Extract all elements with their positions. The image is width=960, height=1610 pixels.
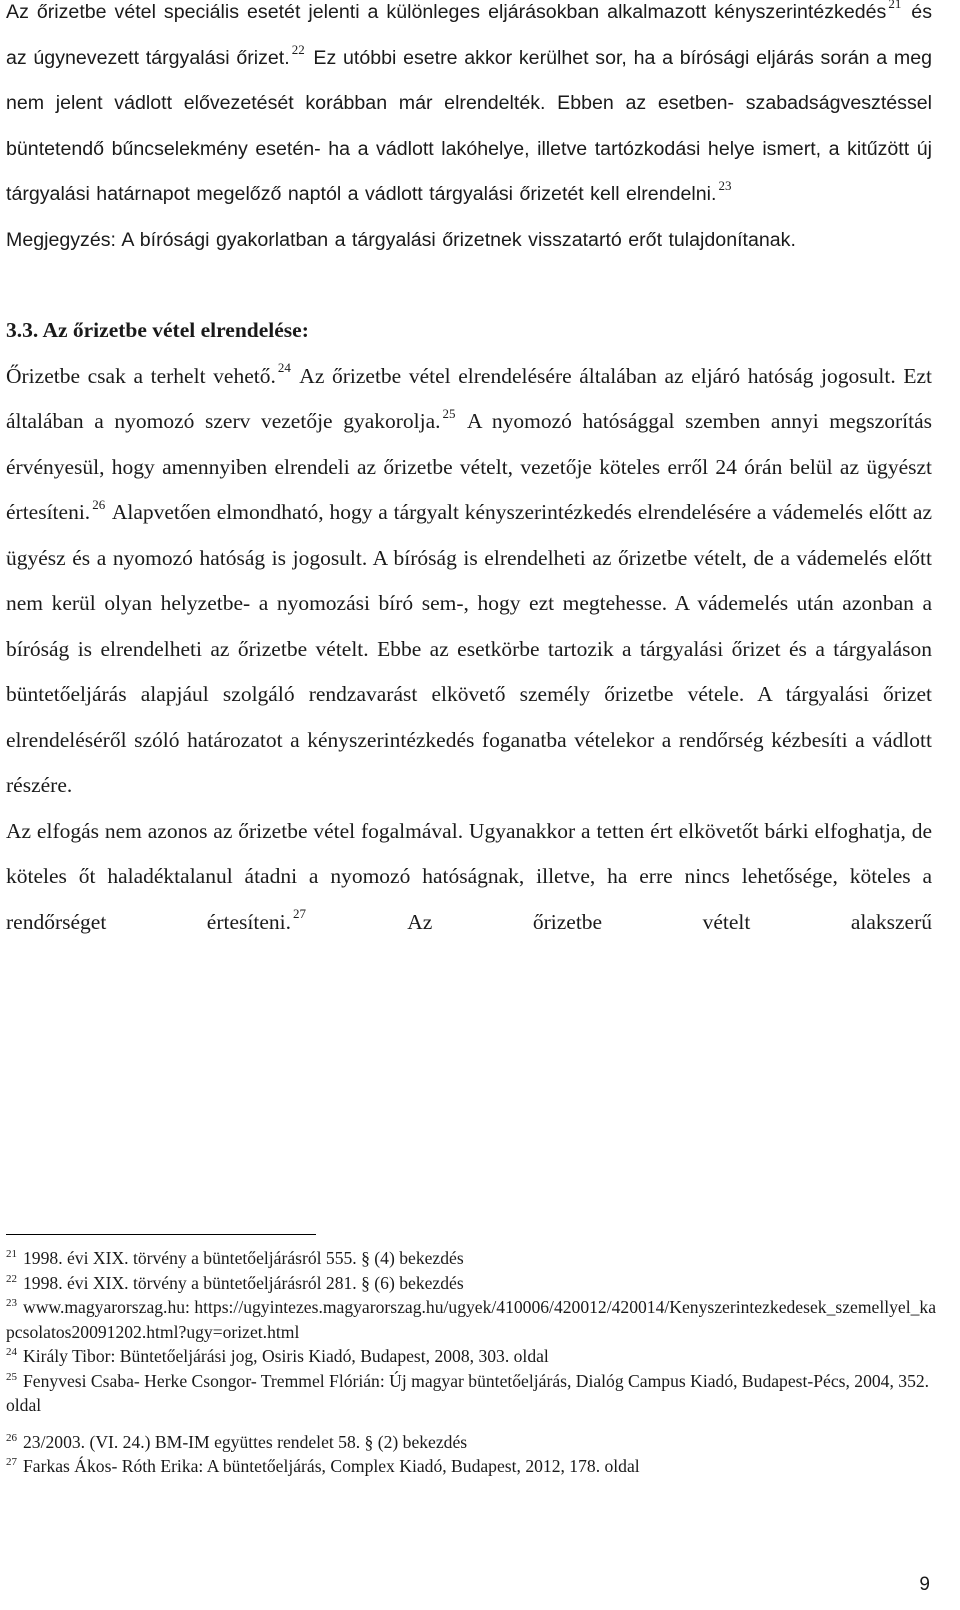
spacer bbox=[6, 263, 932, 308]
section-heading: 3.3. Az őrizetbe vétel elrendelése: bbox=[6, 318, 309, 342]
footnote-text: 1998. évi XIX. törvény a büntetőeljárásról 281. § (6) bekezdés bbox=[23, 1272, 464, 1293]
footnote-separator bbox=[6, 1234, 316, 1235]
text-run: Az őrizetbe vétel elrendelésére általában az eljáró hatóság jogosult. Ezt általában a nyomozó szerv vezetője gyakorolja. bbox=[6, 363, 932, 433]
paragraph-note: Megjegyzés: A bírósági gyakorlatban a tárgyalási őrizetnek visszatartó erőt tulajdonítanak. bbox=[6, 228, 796, 251]
footnote-number: 22 bbox=[6, 1272, 17, 1285]
text-run: Az őrizetbe vételt alakszerű bbox=[307, 909, 933, 934]
footnote-26 bbox=[6, 1430, 936, 1455]
footnote-ref-23[interactable]: 23 bbox=[718, 178, 732, 194]
text-run: Az őrizetbe vétel speciális esetét jelenti a különleges eljárásokban alkalmazott kényszerintézkedés bbox=[6, 1, 887, 23]
footnotes bbox=[6, 1246, 936, 1479]
footnote-number: 24 bbox=[6, 1346, 17, 1359]
text-run: Őrizetbe csak a terhelt vehető. bbox=[6, 363, 276, 388]
footnote-number: 25 bbox=[6, 1370, 17, 1383]
paragraph-arrest bbox=[6, 809, 932, 946]
footnote-text: Király Tibor: Büntetőeljárási jog, Osiris Kiadó, Budapest, 2008, 303. oldal bbox=[23, 1346, 549, 1366]
footnote-text: Farkas Ákos- Róth Erika: A büntetőeljárás, Complex Kiadó, Budapest, 2012, 178. oldal bbox=[23, 1456, 640, 1476]
text-run: Alapvetően elmondható, hogy a tárgyalt kényszerintézkedés elrendelésére a vádemelés előtt az ügyész és a nyomozó hatóság is jogosult. A bíróság is elrendelheti az őrizetbe vételt, de a vádemelés előtt nem kerül olyan helyzetbe- a nyomozási bíró sem-, hogy ezt megtehesse. A vádemelés után azonban a bíróság is elrendelheti az őrizetbe vételt. Ebbe az esetkörbe tartozik a tárgyalási őrizet és a tárgyaláson büntetőeljárás alapjául szolgáló rendzavarást elkövető személy őrizetbe vétele. A tárgyalási őrizet elrendeléséről szóló határozatot a kényszerintézkedés foganatba vételekor a rendőrség kézbesíti a vádlott részére. bbox=[6, 500, 932, 797]
paragraph-special-detention bbox=[6, 0, 932, 218]
footnote-22 bbox=[6, 1271, 936, 1296]
text-run: Ez utóbbi esetre akkor kerülhet sor, ha a bírósági eljárás során a meg nem jelent vádlott elővezetését korábban már elrendelték. Ebben az esetben- szabadságvesztéssel büntetendő bűncselekmény esetén- ha a vádlott lakóhelye, illetve tartózkodási helye ismert, a kitűzött új tárgyalási határnapot megelőző naptól a vádlott tárgyalási őrizetét kell elrendelni. bbox=[6, 46, 932, 205]
body-text bbox=[6, 0, 932, 945]
footnote-ref-27[interactable]: 27 bbox=[292, 906, 306, 922]
text-run: A nyomozó hatósággal szemben annyi megszorítás érvényesül, hogy amennyiben elrendeli az őrizetbe vételt, vezetője köteles erről 24 órán belül az ügyészt értesíteni. bbox=[6, 409, 932, 524]
footnote-text: 23/2003. (VI. 24.) BM-IM együttes rendelet 58. § (2) bekezdés bbox=[23, 1431, 468, 1452]
footnote-24 bbox=[6, 1344, 936, 1369]
footnote-27 bbox=[6, 1454, 936, 1479]
footnote-21 bbox=[6, 1246, 936, 1271]
paragraph-ordering bbox=[6, 354, 932, 809]
footnote-25 bbox=[6, 1369, 936, 1418]
footnote-23 bbox=[6, 1295, 936, 1344]
page-number: 9 bbox=[919, 1574, 930, 1595]
footnote-ref-21[interactable]: 21 bbox=[888, 0, 902, 12]
text-run: és az úgynevezett tárgyalási őrizet. bbox=[6, 1, 933, 69]
footnote-ref-22[interactable]: 22 bbox=[291, 41, 305, 57]
footnote-number: 26 bbox=[6, 1431, 17, 1444]
footnote-ref-24[interactable]: 24 bbox=[277, 360, 291, 376]
text-run: Az elfogás nem azonos az őrizetbe vétel fogalmával. Ugyanakkor a tetten ért elkövetőt bárki elfoghatja, de köteles őt haladéktalanul átadni a nyomozó hatóságnak, illetve, ha erre nincs lehetősége, köteles a rendőrséget értesíteni. bbox=[6, 818, 932, 934]
footnote-number: 23 bbox=[6, 1297, 17, 1310]
footnote-ref-25[interactable]: 25 bbox=[442, 405, 456, 421]
footnote-text: 1998. évi XIX. törvény a büntetőeljárásról 555. § (4) bekezdés bbox=[23, 1248, 464, 1268]
footnote-text: Fenyvesi Csaba- Herke Csongor- Tremmel Flórián: Új magyar büntetőeljárás, Dialóg Campus Kiadó, Budapest-Pécs, 2004, 352. oldal bbox=[6, 1370, 930, 1415]
footnote-ref-26[interactable]: 26 bbox=[92, 496, 106, 512]
footnote-number: 27 bbox=[6, 1456, 17, 1469]
footnote-link[interactable]: www.magyarorszag.hu: https://ugyintezes.magyarorszag.hu/ugyek/410006/420012/420014/Kenyszerintezkedesek_szemellyel_kapcsolatos20091202.html?ugy=orizet.html bbox=[6, 1297, 937, 1342]
footnote-number: 21 bbox=[6, 1248, 17, 1261]
